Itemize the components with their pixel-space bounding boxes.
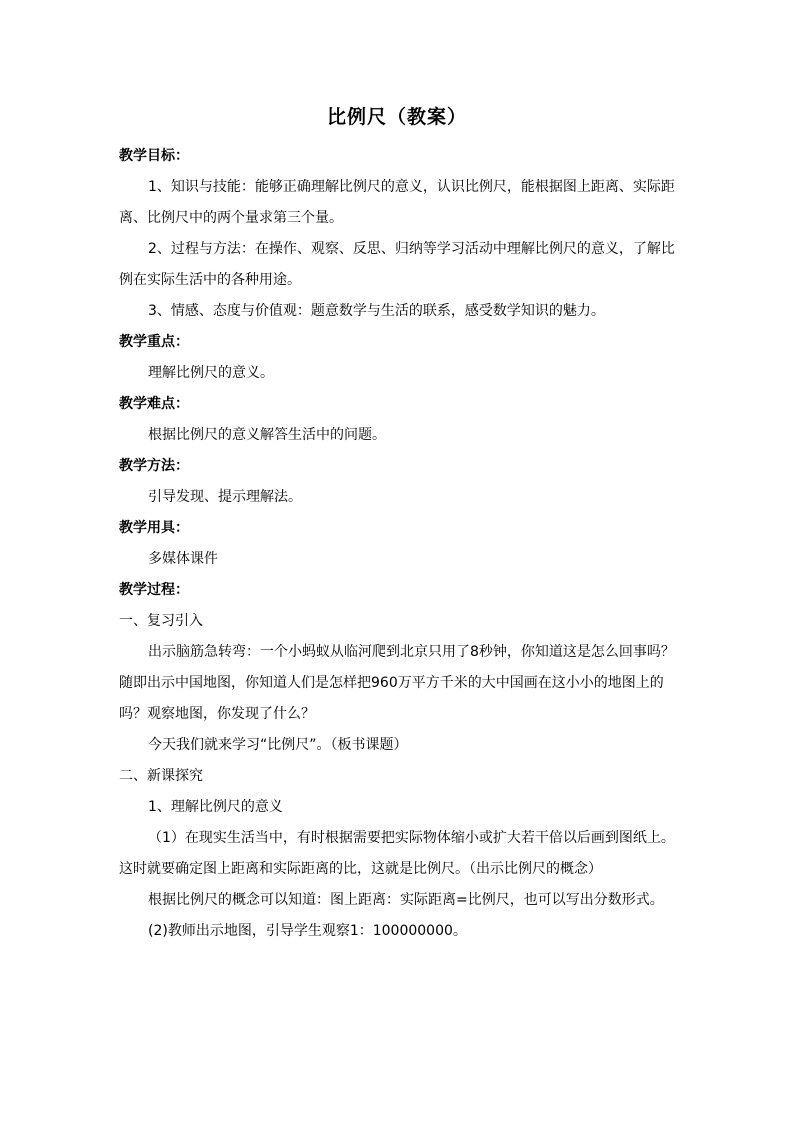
- paragraph-line: 随即出示中国地图，你知道人们是怎样把960万平方千米的大中国画在这小小的地图上的: [119, 675, 664, 691]
- section-heading-methods: 教学方法：: [119, 458, 189, 474]
- document-title: 比例尺（教案）: [326, 106, 467, 128]
- paragraph-line: 根据比例尺的意义解答生活中的问题。: [148, 427, 386, 443]
- paragraph-line: 今天我们就来学习“比例尺”。（板书课题）: [148, 737, 408, 753]
- paragraph-line: （1）在现实生活当中，有时根据需要把实际物体缩小或扩大若干倍以后画到图纸上。: [148, 830, 675, 846]
- subsection-heading: 一、复习引入: [119, 613, 203, 629]
- paragraph-line: 理解比例尺的意义。: [148, 365, 274, 381]
- section-heading-tools: 教学用具：: [119, 520, 189, 536]
- section-heading-objectives: 教学目标：: [119, 148, 189, 164]
- paragraph-line: 引导发现、提示理解法。: [148, 489, 302, 505]
- paragraph-line: 2、过程与方法：在操作、观察、反思、归纳等学习活动中理解比例尺的意义，了解比: [148, 241, 675, 257]
- paragraph-line: 1、知识与技能：能够正确理解比例尺的意义，认识比例尺，能根据图上距离、实际距: [148, 179, 675, 195]
- paragraph-line: 1、理解比例尺的意义: [148, 799, 283, 815]
- paragraph-line: 根据比例尺的概念可以知道：图上距离：实际距离=比例尺，也可以写出分数形式。: [148, 892, 664, 908]
- paragraph-line: 离、比例尺中的两个量求第三个量。: [119, 210, 343, 226]
- paragraph-line: 多媒体课件: [148, 551, 218, 567]
- paragraph-line: 3、情感、态度与价值观：题意数学与生活的联系，感受数学知识的魅力。: [148, 303, 605, 319]
- section-heading-process: 教学过程：: [119, 582, 189, 598]
- paragraph-line: 这时就要确定图上距离和实际距离的比，这就是比例尺。（出示比例尺的概念）: [119, 861, 602, 877]
- paragraph-line: (2)教师出示地图，引导学生观察1：100000000。: [148, 923, 467, 939]
- paragraph-line: 例在实际生活中的各种用途。: [119, 272, 301, 288]
- section-heading-key-points: 教学重点：: [119, 334, 189, 350]
- paragraph-line: 出示脑筋急转弯：一个小蚂蚁从临河爬到北京只用了8秒钟，你知道这是怎么回事吗？: [148, 644, 675, 660]
- section-heading-difficulties: 教学难点：: [119, 396, 189, 412]
- subsection-heading: 二、新课探究: [119, 768, 203, 784]
- paragraph-line: 吗？观察地图，你发现了什么？: [119, 706, 315, 722]
